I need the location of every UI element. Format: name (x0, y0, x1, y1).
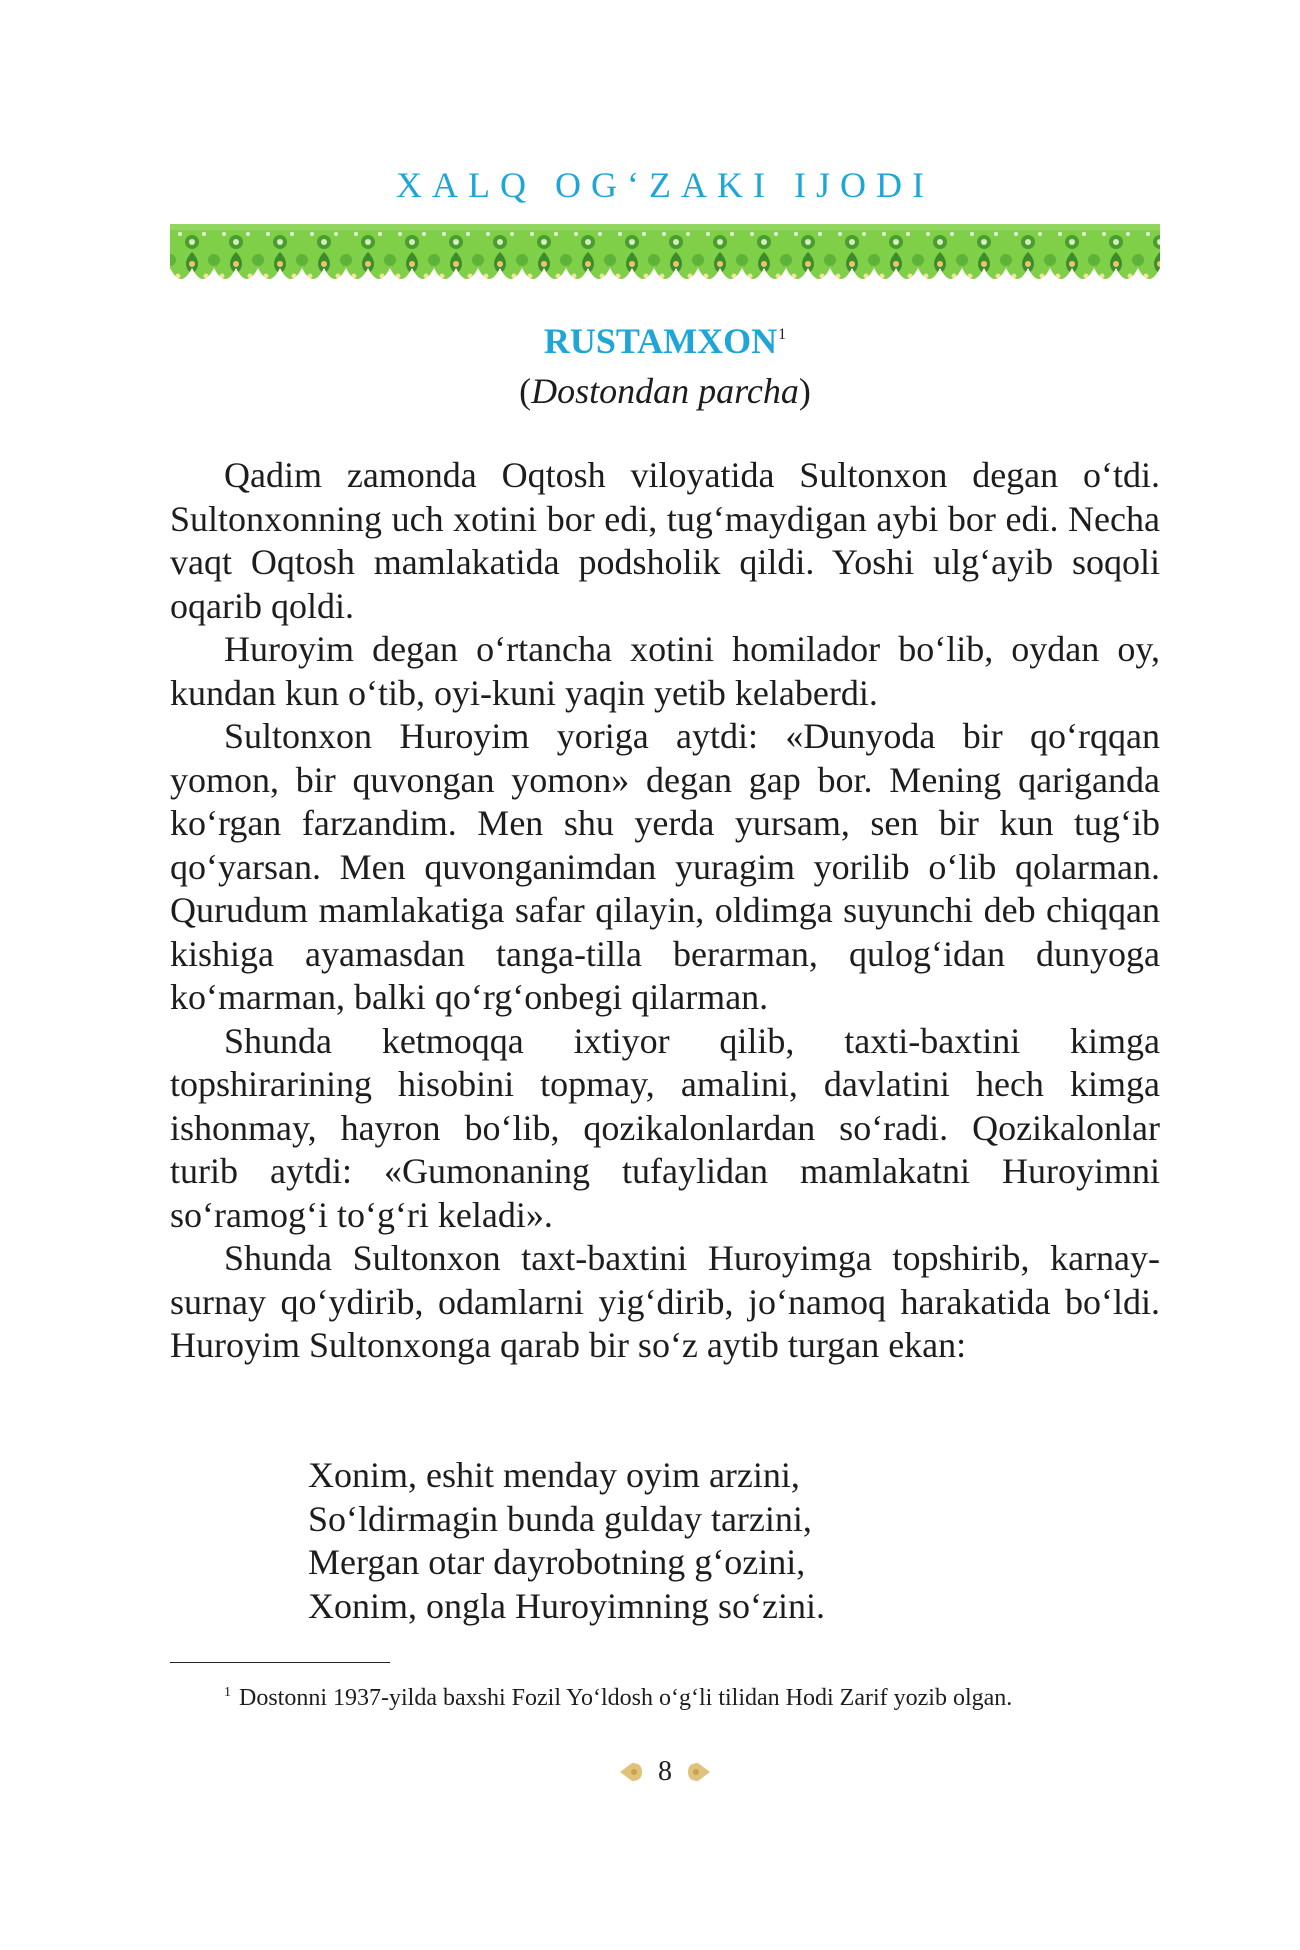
paragraph-2: Huroyim degan o‘rtancha xotini homilador bo‘lib, oydan oy, kundan kun o‘tib, oyi-kuni yaqin yetib kelaberdi. (170, 629, 1160, 713)
verse-line-4: Xonim, ongla Huroyimning so‘zini. (308, 1585, 825, 1626)
title-footnote-mark[interactable]: 1 (778, 326, 787, 343)
paragraph-3: Sultonxon Huroyim yoriga aytdi: «Dunyoda bir qo‘rqqan yomon, bir quvongan yomon» degan gap bor. Mening qariganda ko‘rgan farzandim. Men shu yerda yursam, sen bir kun tug‘ib qo‘yarsan. Men quvonganimdan yuragim yorilib o‘lib qolarman. Qurudum mamlakatiga safar qilayin, oldimga suyunchi deb chiqqan kishiga ayamasdan tanga-tilla berarman, qulog‘idan dunyoga ko‘marman, balki qo‘rg‘onbegi qilarman. (170, 716, 1160, 1017)
verse-line-3: Mergan otar dayrobotning g‘ozini, (308, 1542, 806, 1582)
subtitle-paren-close: ) (798, 371, 811, 411)
page-number-row (170, 1756, 1160, 1788)
paragraph-4: Shunda ketmoqqa ixtiyor qilib, taxti-baxtini kimga topshirarining hisobini topmay, amalini, davlatini hech kimga ishonmay, hayron bo‘lib, qozikalonlardan so‘radi. Qozikalonlar turib aytdi: «Gumonaning tufaylidan mamlakatni Huroyimni so‘ramog‘i to‘g‘ri keladi». (170, 1020, 1160, 1235)
page-number: 8 (658, 1756, 672, 1787)
verse-block (308, 1454, 825, 1628)
story-title-text: RUSTAMXON (543, 321, 778, 361)
subtitle-text: Dostondan parcha (531, 371, 799, 411)
subtitle-paren-open: ( (519, 371, 532, 411)
decorative-floral-border-icon (170, 224, 1160, 296)
footnote (170, 1676, 1160, 1715)
story-title (170, 320, 1160, 362)
story-subtitle (170, 370, 1160, 412)
section-header: XALQ OG‘ZAKI IJODI (396, 165, 934, 205)
paragraph-5: Shunda Sultonxon taxt-baxtini Huroyimga topshirib, karnay-surnay qo‘ydirib, odamlarni yig‘dirib, jo‘namoq harakatida bo‘ldi. Huroyim Sultonxonga qarab bir so‘z aytib turgan ekan: (170, 1238, 1160, 1365)
footnote-text: Dostonni 1937-yilda baxshi Fozil Yo‘ldosh o‘g‘li tilidan Hodi Zarif yozib olgan. (239, 1685, 1013, 1711)
paragraph-1: Qadim zamonda Oqtosh viloyatida Sultonxon degan o‘tdi. Sultonxonning uch xotini bor edi, tug‘maydigan aybi bor edi. Necha vaqt Oqtosh mamlakatida podsholik qildi. Yoshi ulg‘ayib soqoli oqarib qoldi. (170, 455, 1160, 626)
footnote-divider (170, 1662, 390, 1663)
footnote-mark: 1 (224, 1685, 231, 1700)
verse-line-2: So‘ldirmagin bunda gulday tarzini, (308, 1498, 812, 1539)
prose-body (170, 454, 1160, 1368)
page-ornament-right-icon (686, 1760, 712, 1784)
page-ornament-left-icon (618, 1760, 644, 1784)
verse-line-1: Xonim, eshit menday oyim arzini, (308, 1455, 800, 1495)
